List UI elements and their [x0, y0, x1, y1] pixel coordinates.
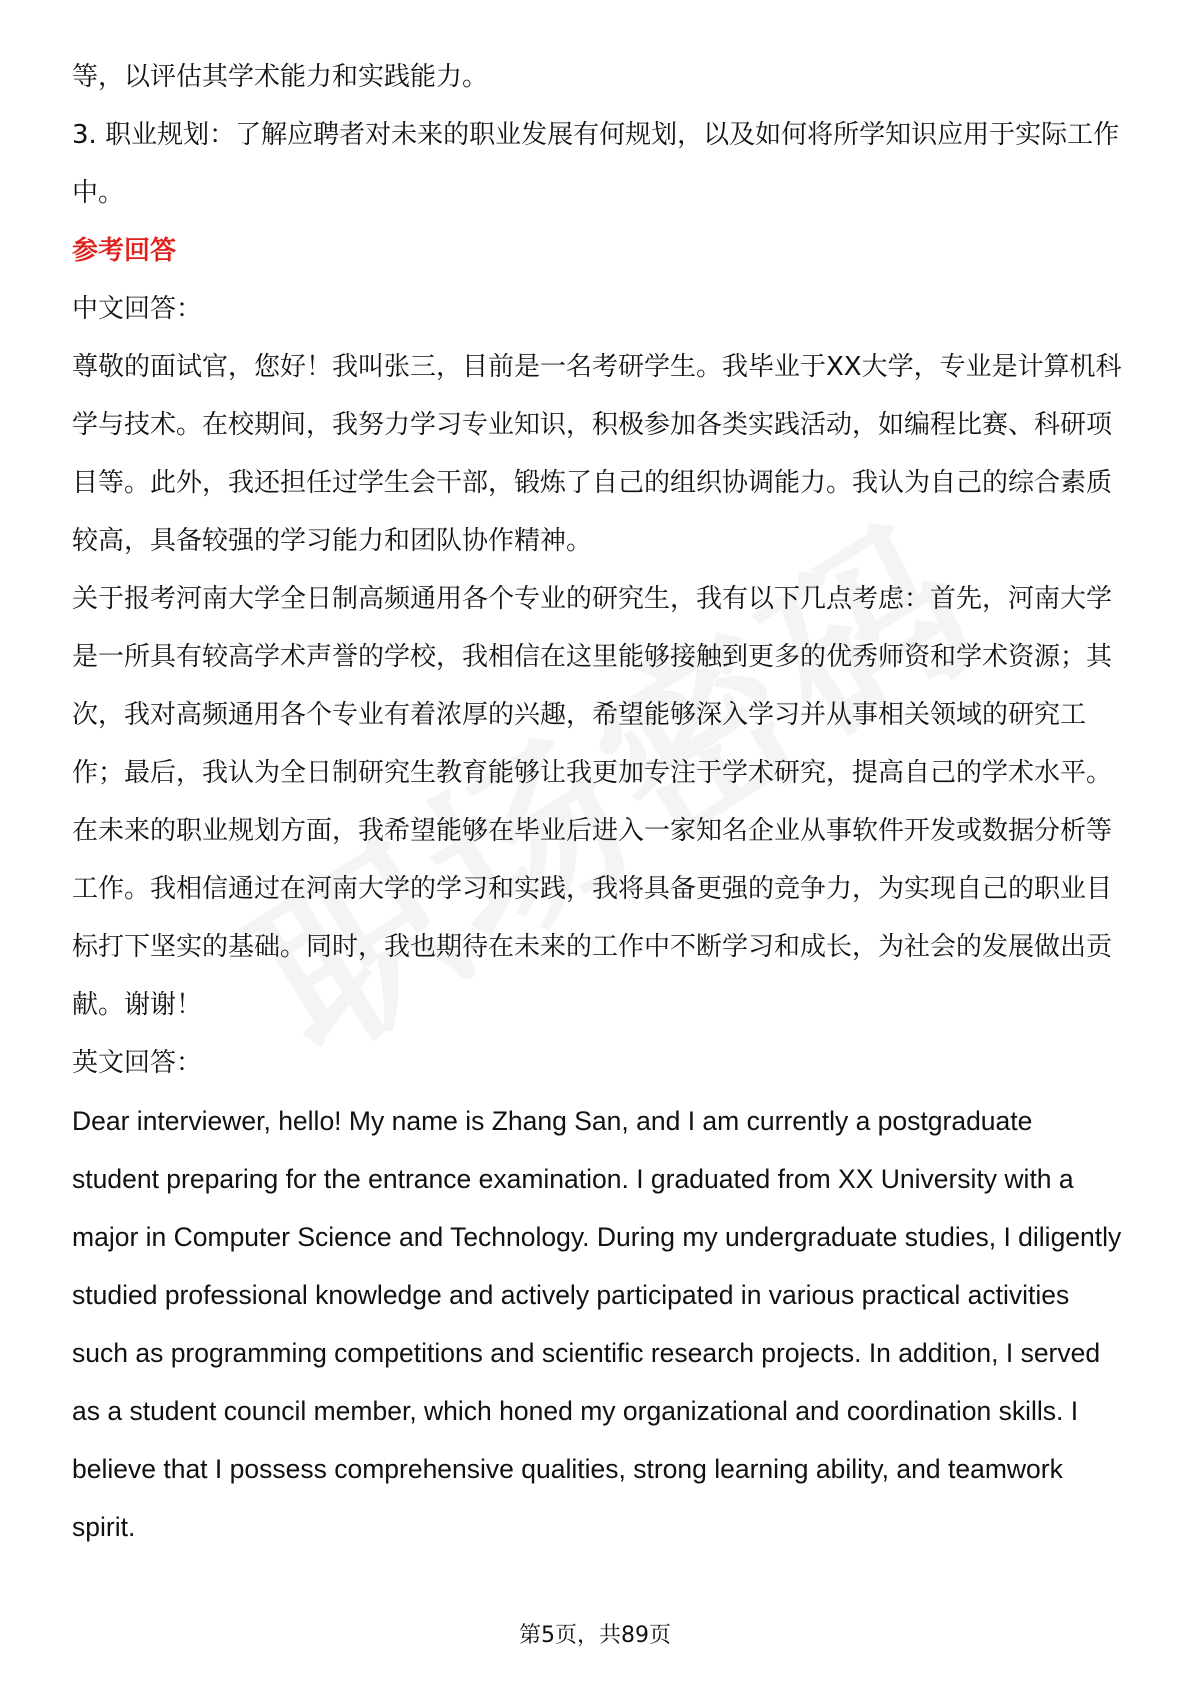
chinese-answer-heading: 中文回答： [72, 294, 203, 324]
career-planning-item: 3. 职业规划：了解应聘者对未来的职业发展有何规划，以及如何将所学知识应用于实际工作中。 [72, 120, 1120, 208]
chinese-answer-paragraph-2: 关于报考河南大学全日制高频通用各个专业的研究生，我有以下几点考虑：首先，河南大学是一所具有较高学术声誉的学校，我相信在这里能够接触到更多的优秀师资和学术资源；其次，我对高频通用各个专业有着浓厚的兴趣，希望能够深入学习并从事相关领域的研究工作；最后，我认为全日制研究生教育能够让我更加专注于学术研究，提高自己的学术水平。 [72, 584, 1113, 788]
english-answer-heading: 英文回答： [72, 1048, 203, 1078]
document-body [72, 48, 1122, 1556]
chinese-answer-paragraph-3: 在未来的职业规划方面，我希望能够在毕业后进入一家知名企业从事软件开发或数据分析等工作。我相信通过在河南大学的学习和实践，我将具备更强的竞争力，为实现自己的职业目标打下坚实的基础。同时，我也期待在未来的工作中不断学习和成长，为社会的发展做出贡献。谢谢！ [72, 816, 1113, 1020]
paragraph-continuation: 等，以评估其学术能力和实践能力。 [72, 62, 489, 92]
chinese-answer-paragraph-1: 尊敬的面试官，您好！我叫张三，目前是一名考研学生。我毕业于XX大学，专业是计算机科学与技术。在校期间，我努力学习专业知识，积极参加各类实践活动，如编程比赛、科研项目等。此外，我还担任过学生会干部，锻炼了自己的组织协调能力。我认为自己的综合素质较高，具备较强的学习能力和团队协作精神。 [72, 352, 1122, 556]
english-answer-paragraph-1: Dear interviewer, hello! My name is Zhang San, and I am currently a postgraduate student preparing for the entrance examination. I graduated from XX University with a major in Computer Science and Technology. During my undergraduate studies, I diligently studied professional knowledge and actively participated in various practical activities such as programming competitions and scientific research projects. In addition, I served as a student council member, which honed my organizational and coordination skills. I believe that I possess comprehensive qualities, strong learning ability, and teamwork spirit. [72, 1106, 1122, 1542]
page-number: 第5页，共89页 [519, 1623, 671, 1648]
reference-answer-title: 参考回答 [72, 236, 177, 266]
